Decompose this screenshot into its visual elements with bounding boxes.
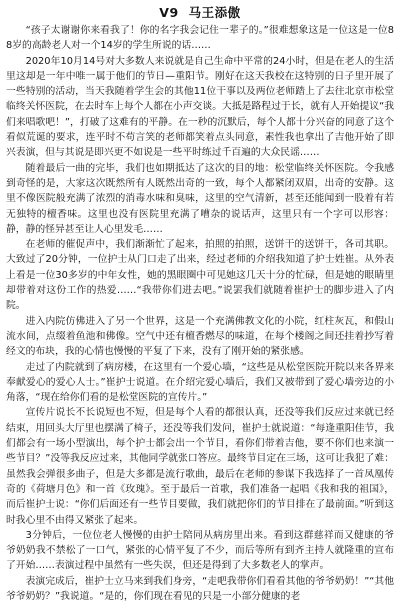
- title-text: 马王添傲: [188, 5, 241, 20]
- paragraph: 走过了内院就到了病房楼，在这里有一个爱心墙，“这些是从松堂医院开院以来各界来奉献爱心的爱心人士。”崔护士说道。在介绍完爱心墙后，我们又被带到了爱心墙旁边的小角落，“现在给你们看的是松堂医院的宣传片。”: [6, 361, 394, 404]
- paragraph: 2020年10月14号对大多数人来说就是自己生命中平常的24小时，但是在老人的生活里这却是一年中唯一属于他们的节日—重阳节。刚好在这天我校在这特别的日子里开展了一些特别的活动，当天我随着学生会的其他11位干事以及两位老师踏上了去往北京市松堂临终关怀医院，在去时车上每个人都在小声交谈。大抵是路程过于长，就有人开始提议“我们来唱歌吧！”，打破了这难有的平静。在一秒的沉默后，每个人都十分兴奋的同意了这个看似荒诞的要求，连平时不苟言笑的老师都笑着点头同意，素性我也拿出了吉他开始了即兴表演，但与其说是即兴更不如说是一些平时练过千百遍的大众民谣……: [6, 55, 394, 159]
- paragraph: 随着最后一曲的完毕，我们也如期抵达了这次的目的地：松堂临终关怀医院。令我感到奇怪的是，大家这次既然所有人既然出奇的一致，每个人都紧闭双眉，出奇的安静。这里不像医院般充满了浓烈的消毒水味和臭味，这里的空气清新，甚至还能闻到一股着有若无独特的檀香味。这里也没有医院里充满了嘈杂的说话声，这里只有一个字可以形容：静，静的怪异甚至让人心里发毛……: [6, 162, 394, 235]
- document-body: [6, 23, 394, 604]
- section-label: V9: [159, 5, 179, 20]
- paragraph: “孩子太谢谢你来看我了！你的名字我会记住一辈子的。”很难想象这是一位这是一位88岁的高龄老人对一个14岁的学生所说的话……: [6, 25, 394, 52]
- document-title: [6, 5, 394, 21]
- paragraph: 在老师的催促声中，我们渐渐忙了起来，拍照的拍照，送饼干的送饼干，各司其职。大致过了20分钟，一位护士从门口走了出来，经过老师的介绍我知道了护士姓崔。从外表上看是一位30多岁的中年女性，她的黑眼圈中可见她这几天十分的忙碌，但是她的眼睛里却带着对这份工作的热爱……“我带你们进去吧。”说罢我们就随着崔护士的脚步进入了内院。: [6, 239, 394, 312]
- paragraph: 宣传片说长不长说短也不短，但是每个人看的都很认真，还没等我们反应过来就已经结束，用回头大厅里也摆满了椅子，还没等我们发问，崔护士就说道：“每逢重阳佳节，我们都会有一场小型演出，每个护士都会出一个节目，看你们带着吉他，要不你们也来演一些节目？”没等我反应过来，其他同学就张口答应。最终节目定在三场，这可让我犯了难：虽然我会弹很多曲子，但是大多都是流行歌曲，最后在老师的参谋下我选择了一首凤凰传奇的《荷塘月色》和一首《玫瑰》。至于最后一首歌，我们准备一起唱《我和我的祖国》，而后崔护士说：“你们后面还有一些节目要做，我们就把你们的节目排在了最前面。”听到这时我心里不由得又紧张了起来。: [6, 407, 394, 526]
- paragraph: 进入内院仿佛进入了另一个世界，这是一个充满佛教文化的小院，红柱灰瓦，和假山流水间，点缀着鱼池和佛像。空气中还有檀香燃尽的味道，在每个楼阁之间还挂着抄写着经文的布块，我的心情也慢慢的平复了下来，没有了刚开始的紧张感。: [6, 315, 394, 358]
- paragraph: 3分钟后，一位位老人慢慢的由护士陪同从病房里出来。看到这群慈祥而又健康的爷爷奶奶我不禁松了一口气，紧张的心情平复了不少，而后等所有到齐主持人就隆重的宣布了开始……表演过程中虽然有一些失误，但还是得到了大多数老人的掌声。: [6, 529, 394, 572]
- paragraph: 表演完成后，崔护士立马来到我们身旁，“走吧我带你们看看其他的爷爷奶奶！”“其他爷爷奶奶？”我说道。“是的，你们现在看见的只是一小部分健康的老: [6, 575, 394, 602]
